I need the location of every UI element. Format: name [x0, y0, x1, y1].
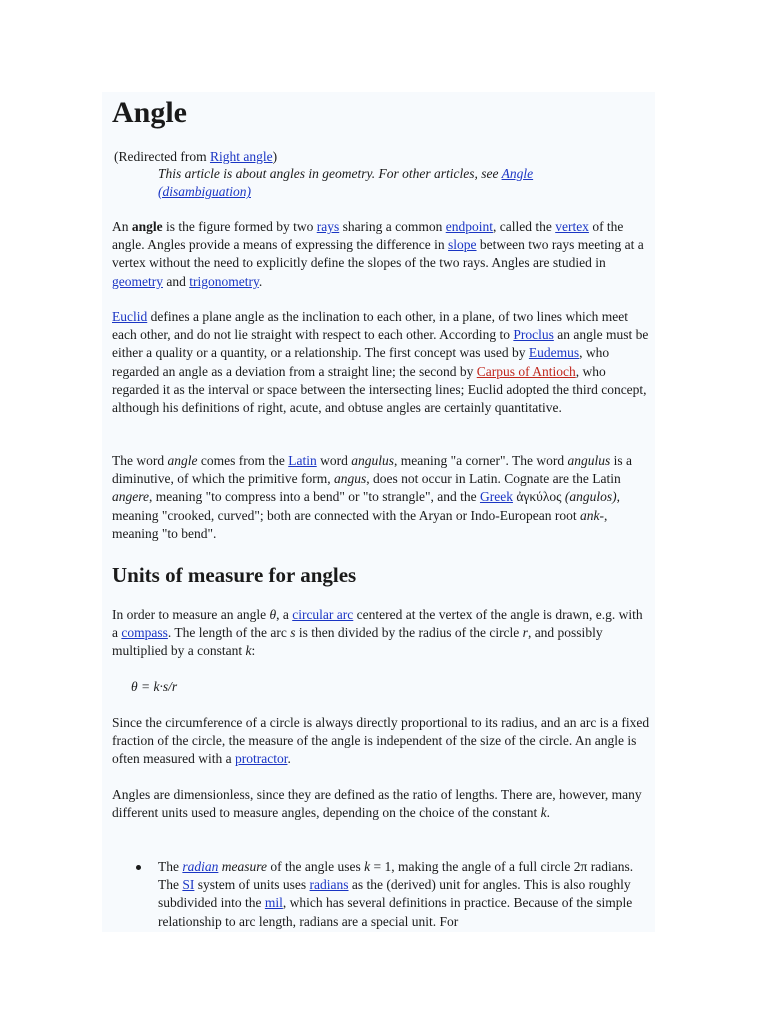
- redirect-note: [114, 148, 277, 166]
- right-angle-link[interactable]: Right angle: [209, 149, 273, 164]
- mil-link[interactable]: mil: [264, 895, 283, 911]
- euclid-link[interactable]: Euclid: [112, 309, 148, 324]
- measure-paragraph: In order to measure an angle θ, a circular arc centered at the vertex of the angle is drawn, e.g. with a compass. The length of the arc s is then divided by the radius of the circle r, and possibly multiplied by a constant k:: [112, 607, 643, 659]
- slope-link[interactable]: slope: [448, 237, 477, 253]
- list-item: The radian measure of the angle uses k = 1, making the angle of a full circle 2π radians. The SI system of units uses radians as the (derived) unit for angles. This is also roughly subdivided into the mil, which has several definitions in practice. Because of the simple relationship to arc length, radians are a special unit. For: [112, 858, 650, 931]
- geometry-link[interactable]: geometry: [112, 273, 163, 289]
- history-paragraph: Euclid defines a plane angle as the inclination to each other, in a plane, of two lines which meet each other, and do not lie straight with respect to each other. According to Proclus an angle must be either a quality or a quantity, or a relationship. The first concept was used by Eudemus, who regarded an angle as a deviation from a straight line; the second by Carpus of Antioch, who regarded it as the interval or space between the intersecting lines; Euclid adopted the third concept, although his definitions of right, acute, and obtuse angles are certainly quantitative.: [112, 309, 649, 416]
- page-title: Angle: [112, 96, 187, 129]
- section-heading-units: Units of measure for angles: [112, 563, 357, 587]
- intro-paragraph: An angle is the figure formed by two rays sharing a common endpoint, called the vertex of the angle. Angles provide a means of expressing the difference in slope between two rays meeting at a vertex without the need to explicitly define the slopes of the two rays. Angles are studied in geometry and trigonometry.: [112, 219, 644, 289]
- radian-link[interactable]: radian: [182, 859, 219, 874]
- hatnote-text: This article is about angles in geometry. For other articles, see: [158, 166, 502, 181]
- rays-link[interactable]: rays: [316, 219, 340, 234]
- compass-link[interactable]: compass: [121, 625, 168, 641]
- disambiguation-link[interactable]: Angle (disambiguation): [158, 166, 534, 200]
- etymology-paragraph: The word angle comes from the Latin word angulus, meaning "a corner". The word angulus is a diminutive, of which the primitive form, angus, does not occur in Latin. Cognate are the Latin angere, meaning "to compress into a bend" or "to strangle", and the Greek ἀγκύλος (angulos), meaning "crooked, curved"; both are connected with the Aryan or Indo-European root ank-, meaning "to bend".: [112, 453, 632, 541]
- carpus-of-antioch-link[interactable]: Carpus of Antioch: [476, 363, 576, 379]
- trigonometry-link[interactable]: trigonometry: [189, 273, 259, 289]
- units-list: [112, 858, 650, 931]
- angle-formula: θ = k·s/r: [131, 679, 178, 694]
- hatnote: [158, 165, 598, 201]
- bullet-icon: [136, 865, 141, 870]
- proclus-link[interactable]: Proclus: [513, 327, 554, 343]
- si-link[interactable]: SI: [182, 877, 195, 893]
- greek-link[interactable]: Greek: [479, 489, 513, 505]
- angle-term: angle: [131, 219, 163, 234]
- redirect-prefix: (Redirected from: [114, 149, 210, 164]
- latin-link[interactable]: Latin: [288, 453, 317, 468]
- eudemus-link[interactable]: Eudemus: [528, 345, 580, 361]
- vertex-link[interactable]: vertex: [555, 219, 589, 234]
- circular-arc-link[interactable]: circular arc: [292, 607, 354, 622]
- protractor-link[interactable]: protractor: [234, 751, 288, 767]
- endpoint-link[interactable]: endpoint: [445, 219, 493, 234]
- dimensionless-paragraph: Angles are dimensionless, since they are defined as the ratio of lengths. There are, however, many different units used to measure angles, depending on the choice of the constant k.: [112, 787, 642, 821]
- radians-link[interactable]: radians: [309, 877, 349, 893]
- circumference-paragraph: Since the circumference of a circle is always directly proportional to its radius, and an arc is a fixed fraction of the circle, the measure of the angle is independent of the size of the circle. An angle is often measured with a protractor.: [112, 715, 650, 767]
- redirect-suffix: ): [272, 149, 278, 164]
